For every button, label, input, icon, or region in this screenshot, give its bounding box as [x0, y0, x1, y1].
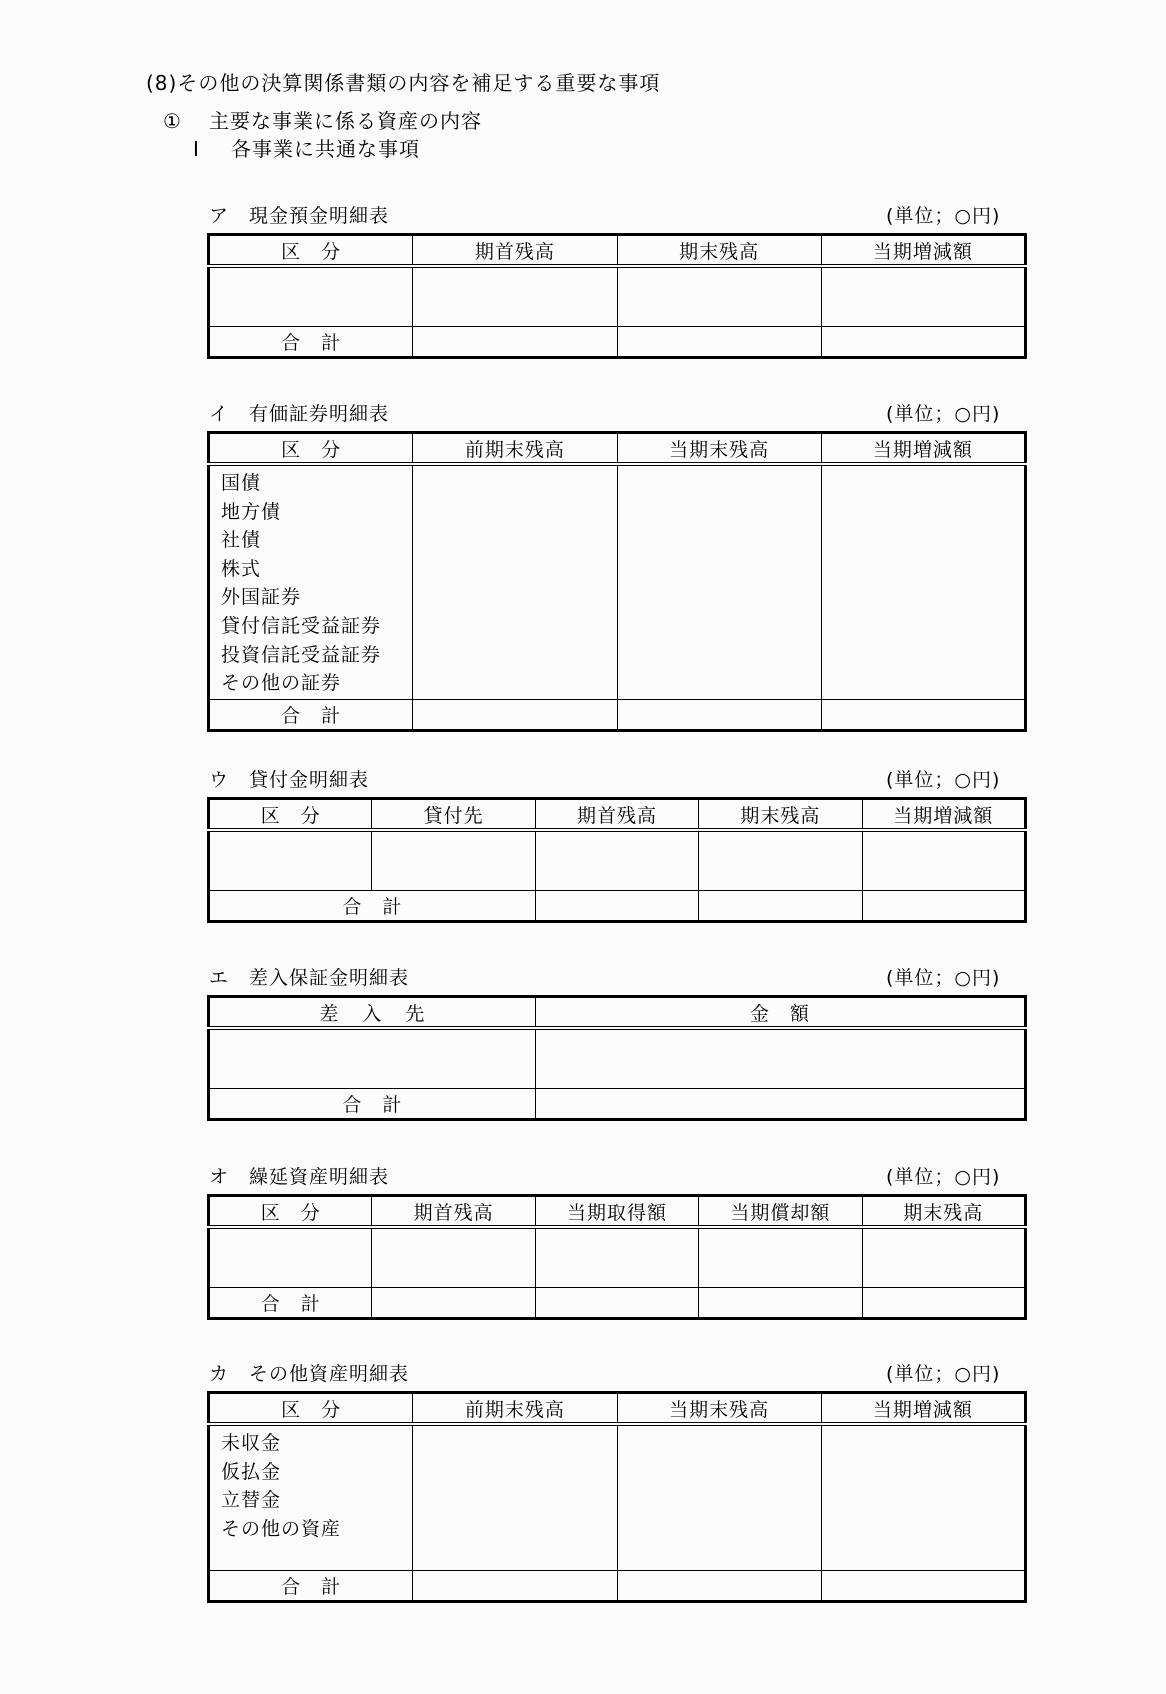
table-cell[interactable] [617, 327, 821, 358]
table-cell[interactable] [699, 830, 862, 891]
item-number: Ⅰ [193, 137, 200, 161]
table-cell[interactable] [862, 891, 1025, 922]
column-header: 当期末残高 [617, 1393, 821, 1425]
table-cell[interactable] [413, 1571, 617, 1602]
list-item: 株式 [221, 557, 262, 580]
table-cell[interactable] [617, 699, 821, 730]
table-cell[interactable] [413, 266, 617, 327]
securities-table [207, 431, 1027, 732]
table-cell[interactable] [209, 1028, 536, 1089]
list-item: 投資信託受益証券 [221, 643, 382, 666]
list-item: 未収金 [221, 1432, 282, 1454]
total-row [209, 1089, 1026, 1120]
list-item: 国債 [221, 472, 262, 494]
table-row [209, 1227, 1026, 1288]
table-cell[interactable] [617, 1424, 821, 1571]
unit-label: (単位；○円) [886, 769, 1001, 791]
table-row [209, 1028, 1026, 1089]
total-row [209, 1288, 1026, 1319]
list-item: その他の資産 [221, 1517, 342, 1540]
loans-table [207, 797, 1027, 923]
column-header: 前期末残高 [413, 433, 617, 465]
column-header: 区 分 [209, 1393, 413, 1425]
list-item: 貸付信託受益証券 [221, 614, 382, 637]
table-cell[interactable] [862, 1227, 1025, 1288]
table-cell[interactable] [821, 1571, 1025, 1602]
table-row [209, 266, 1026, 327]
column-header: 当期取得額 [535, 1196, 698, 1228]
category-list [209, 464, 413, 699]
total-row [209, 891, 1026, 922]
table-cell[interactable] [617, 266, 821, 327]
column-header: 当期末残高 [617, 433, 821, 465]
list-item: 外国証券 [221, 586, 302, 609]
table-cell[interactable] [862, 1288, 1025, 1319]
table-cell[interactable] [413, 327, 617, 358]
column-header: 区 分 [209, 235, 413, 267]
table-cell[interactable] [535, 1227, 698, 1288]
column-header: 当期償却額 [699, 1196, 862, 1228]
table-title-loans: ウ 貸付金明細表 [209, 769, 370, 791]
column-header: 当期増減額 [862, 799, 1025, 831]
column-header: 金 額 [535, 997, 1025, 1029]
unit-label: (単位；○円) [886, 967, 1001, 989]
total-row [209, 1571, 1026, 1602]
table-cell[interactable] [413, 464, 617, 699]
table-cell[interactable] [535, 830, 698, 891]
table-cell[interactable] [372, 1227, 535, 1288]
subsection-heading: 主要な事業に係る資産の内容 [209, 109, 482, 133]
table-title-deferred-assets: オ 繰延資産明細表 [209, 1166, 390, 1188]
table-title-guarantee-deposits: エ 差入保証金明細表 [209, 967, 410, 989]
cash-deposits-table [207, 233, 1027, 359]
table-cell[interactable] [699, 1288, 862, 1319]
subsection-number: ① [163, 109, 182, 133]
column-header: 差 入 先 [209, 997, 536, 1029]
column-header: 前期末残高 [413, 1393, 617, 1425]
table-cell[interactable] [821, 699, 1025, 730]
table-cell[interactable] [821, 1424, 1025, 1571]
table-cell[interactable] [617, 1571, 821, 1602]
total-label: 合 計 [209, 699, 413, 730]
list-item: 立替金 [221, 1489, 282, 1512]
list-item: 社債 [221, 529, 262, 552]
total-label: 合 計 [209, 1571, 413, 1602]
total-row [209, 327, 1026, 358]
table-cell[interactable] [372, 1288, 535, 1319]
table-cell[interactable] [209, 266, 413, 327]
unit-label: (単位；○円) [886, 205, 1001, 227]
unit-label: (単位；○円) [886, 403, 1001, 425]
table-row [209, 464, 1026, 699]
column-header: 区 分 [209, 433, 413, 465]
column-header: 期首残高 [535, 799, 698, 831]
table-cell[interactable] [699, 891, 862, 922]
table-row [209, 830, 1026, 891]
deferred-assets-table [207, 1194, 1027, 1320]
table-row [209, 1424, 1026, 1571]
unit-label: (単位；○円) [886, 1166, 1001, 1188]
column-header: 当期増減額 [821, 235, 1025, 267]
column-header: 期末残高 [699, 799, 862, 831]
column-header: 区 分 [209, 799, 372, 831]
category-list [209, 1424, 413, 1571]
total-label: 合 計 [209, 327, 413, 358]
column-header: 期末残高 [862, 1196, 1025, 1228]
total-label: 合 計 [209, 1089, 536, 1120]
list-item: 地方債 [221, 500, 282, 523]
guarantee-deposits-table [207, 995, 1027, 1121]
list-item: 仮払金 [221, 1460, 282, 1483]
table-cell[interactable] [535, 1089, 1025, 1120]
table-cell[interactable] [372, 830, 535, 891]
table-cell[interactable] [862, 830, 1025, 891]
column-header: 期首残高 [413, 235, 617, 267]
column-header: 当期増減額 [821, 433, 1025, 465]
list-item: その他の証券 [221, 672, 342, 695]
table-cell[interactable] [699, 1227, 862, 1288]
table-cell[interactable] [413, 699, 617, 730]
total-label: 合 計 [209, 1288, 372, 1319]
table-cell[interactable] [821, 327, 1025, 358]
other-assets-table [207, 1391, 1027, 1603]
table-cell[interactable] [821, 464, 1025, 699]
total-row [209, 699, 1026, 730]
column-header: 区 分 [209, 1196, 372, 1228]
column-header: 貸付先 [372, 799, 535, 831]
table-cell[interactable] [535, 891, 698, 922]
item-heading: 各事業に共通な事項 [231, 137, 420, 161]
column-header: 期末残高 [617, 235, 821, 267]
table-cell[interactable] [535, 1028, 1025, 1089]
table-cell[interactable] [617, 464, 821, 699]
column-header: 期首残高 [372, 1196, 535, 1228]
table-title-securities: イ 有価証券明細表 [209, 403, 390, 425]
unit-label: (単位；○円) [886, 1363, 1001, 1385]
table-cell[interactable] [413, 1424, 617, 1571]
section-heading: (8)その他の決算関係書類の内容を補足する重要な事項 [146, 71, 661, 95]
table-cell[interactable] [821, 266, 1025, 327]
table-cell[interactable] [209, 1227, 372, 1288]
total-label: 合 計 [209, 891, 536, 922]
table-cell[interactable] [209, 830, 372, 891]
table-title-cash-deposits: ア 現金預金明細表 [209, 205, 390, 227]
table-title-other-assets: カ その他資産明細表 [209, 1363, 410, 1385]
table-cell[interactable] [535, 1288, 698, 1319]
column-header: 当期増減額 [821, 1393, 1025, 1425]
